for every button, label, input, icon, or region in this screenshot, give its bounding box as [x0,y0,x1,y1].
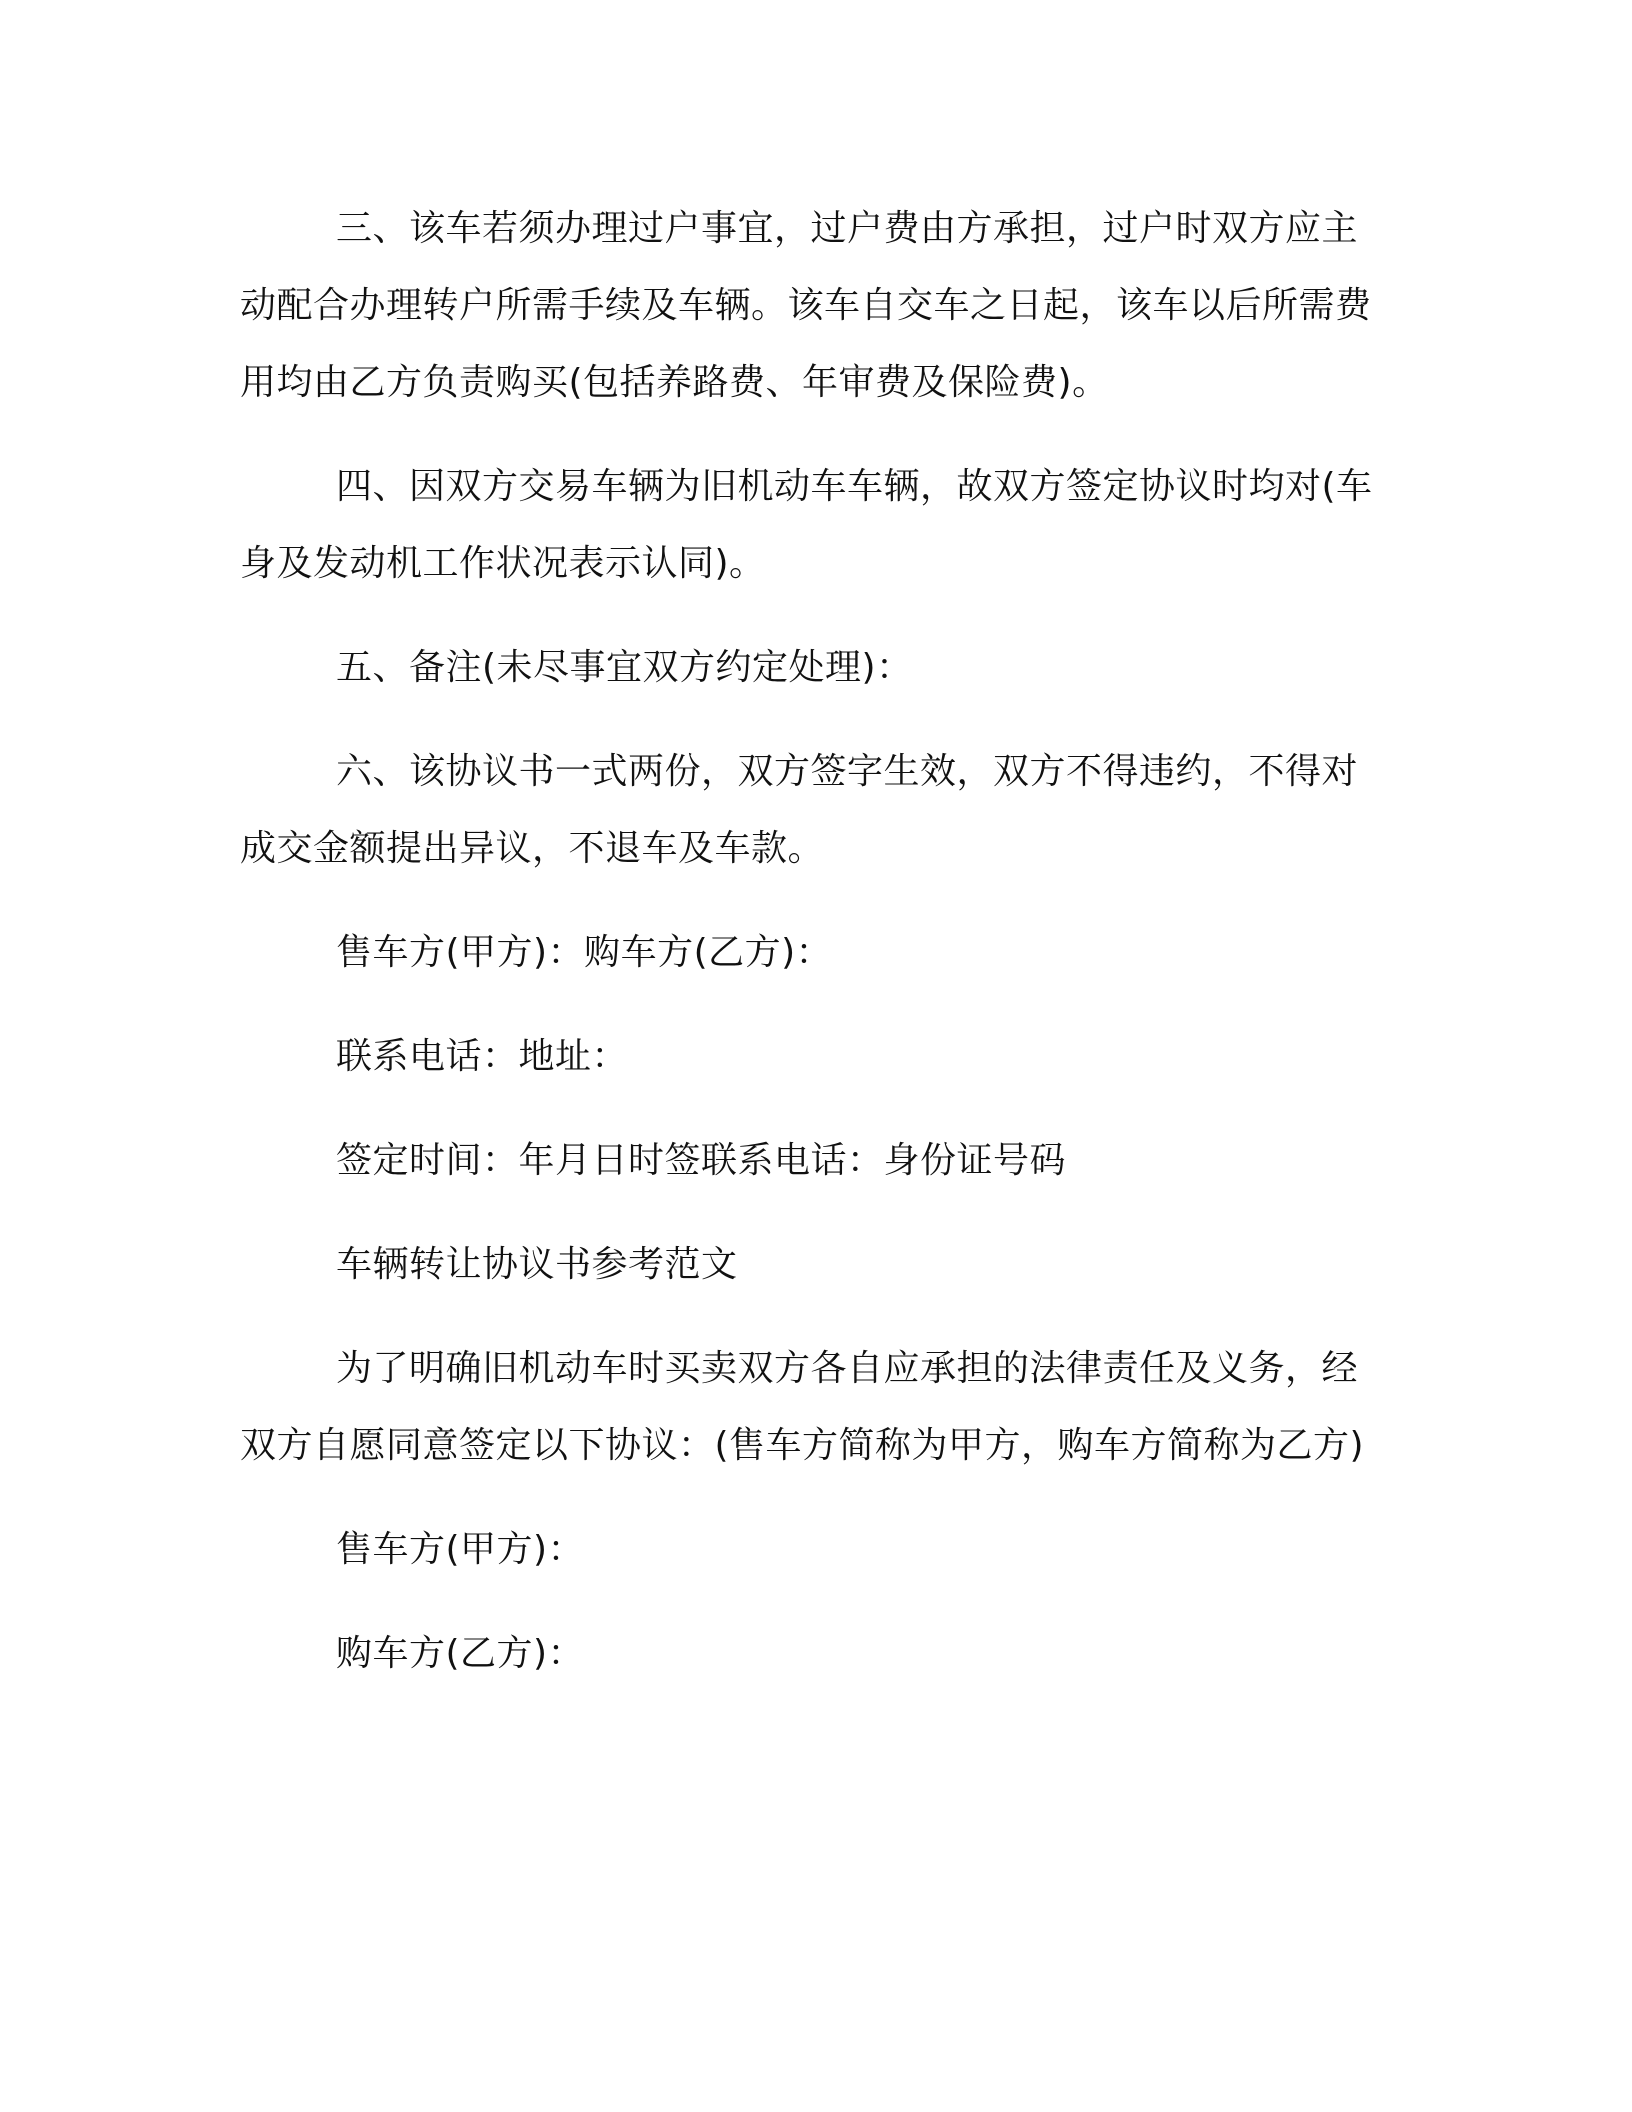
document-page [240,190,1390,1719]
section-heading: 车辆转让协议书参考范文 [336,1244,738,1285]
clause-3-transfer: 三、该车若须办理过户事宜，过户费由方承担，过户时双方应主动配合办理转户所需手续及车辆。该车自交车之日起，该车以后所需费用均由乙方负责购买(包括养路费、年审费及保险费)。 [240,208,1372,403]
seller-line: 售车方(甲方)： [336,1529,585,1570]
sign-time-line: 签定时间：年月日时签联系电话：身份证号码 [336,1140,1067,1181]
clause-5-remarks: 五、备注(未尽事宜双方约定处理)： [336,647,913,688]
buyer-line: 购车方(乙方)： [336,1633,585,1674]
intro-paragraph: 为了明确旧机动车时买卖双方各自应承担的法律责任及义务，经双方自愿同意签定以下协议：(售车方简称为甲方，购车方简称为乙方) [240,1348,1365,1466]
seller-buyer-line: 售车方(甲方)：购车方(乙方)： [336,932,833,973]
clause-4-condition: 四、因双方交易车辆为旧机动车车辆，故双方签定协议时均对(车身及发动机工作状况表示认同)。 [240,466,1373,584]
clause-6-copies: 六、该协议书一式两份，双方签字生效，双方不得违约，不得对成交金额提出异议，不退车及车款。 [240,751,1359,869]
phone-address-line: 联系电话：地址： [336,1036,629,1077]
